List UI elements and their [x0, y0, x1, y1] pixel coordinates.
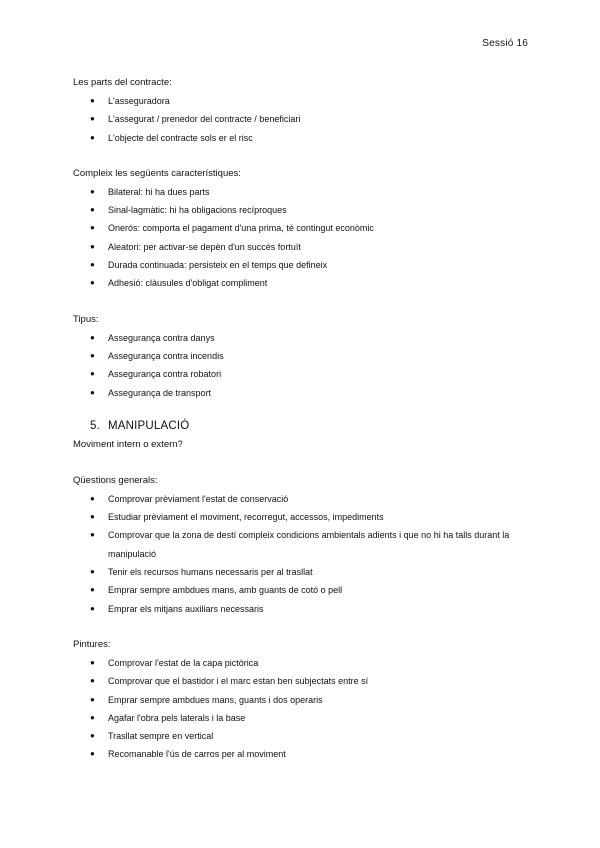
bullet-icon: ●: [90, 369, 95, 379]
paintings-intro: Pintures:: [73, 638, 111, 650]
list-item: ● Emprar sempre ambdues mans, guants i dos operaris: [73, 691, 543, 709]
section-heading: [73, 416, 543, 436]
section-question: Moviment intern o extern?: [73, 438, 183, 450]
bullet-icon: ●: [90, 241, 95, 251]
list-item: ● Comprovar prèviament l'estat de conservació: [73, 490, 543, 508]
bullet-icon: ●: [90, 749, 95, 759]
list-item: ● Recomanable l'ús de carros per al moviment: [73, 745, 543, 763]
bullet-icon: ●: [90, 712, 95, 722]
list-item: ● Assegurança contra incendis: [73, 347, 543, 365]
list-item: ● Assegurança de transport: [73, 384, 543, 402]
bullet-icon: ●: [90, 512, 95, 522]
list-item: ● Comprovar que el bastidor i el marc estan ben subjectats entre sí: [73, 672, 543, 690]
list-item: ● Emprar els mitjans auxiliars necessaris: [73, 600, 543, 618]
bullet-icon: ●: [90, 493, 95, 503]
characteristics-list: [73, 183, 543, 293]
section-title: MANIPULACIÓ: [108, 419, 190, 432]
paintings-list: [73, 654, 543, 764]
bullet-icon: ●: [90, 278, 95, 288]
list-item: ● Sinal-lagmàtic: hi ha obligacions recíproques: [73, 201, 543, 219]
bullet-icon: ●: [90, 676, 95, 686]
bullet-icon: ●: [90, 96, 95, 105]
bullet-icon: ●: [90, 132, 95, 142]
bullet-icon: ●: [90, 205, 95, 215]
bullet-icon: ●: [90, 530, 95, 540]
list-item: ● Assegurança contra danys: [73, 329, 543, 347]
list-item: ● Durada continuada: persisteix en el temps que defineix: [73, 256, 543, 274]
list-item: ● L'objecte del contracte sols er el risc: [73, 129, 543, 147]
session-label: Sessió 16: [482, 38, 528, 49]
list-item: ● Tenir els recursos humans necessaris per al trasllat: [73, 563, 543, 581]
general-intro: Qüestions generals:: [73, 474, 158, 486]
section-number: 5.: [90, 419, 100, 432]
list-item: ● Bilateral: hi ha dues parts: [73, 183, 543, 201]
parts-intro: Les parts del contracte:: [73, 77, 172, 88]
list-item: ● L'asseguradora: [73, 92, 543, 110]
list-item: ● Aleatori: per activar-se depèn d'un succés fortuït: [73, 238, 543, 256]
list-item: ● L'assegurat / prenedor del contracte / beneficiari: [73, 110, 543, 128]
bullet-icon: ●: [90, 186, 95, 196]
bullet-icon: ●: [90, 350, 95, 360]
list-item: ● Trasllat sempre en vertical: [73, 727, 543, 745]
types-list: [73, 329, 543, 402]
document-body: [73, 74, 543, 764]
bullet-icon: ●: [90, 585, 95, 595]
parts-list: [73, 92, 543, 147]
list-item: ● Comprovar que la zona de destí compleix condicions ambientals adients i que no hi ha talls durant la manipulació: [73, 526, 543, 563]
types-intro: Tipus:: [73, 313, 99, 325]
bullet-icon: ●: [90, 387, 95, 397]
list-item: ● Estudiar prèviament el moviment, recorregut, accessos, impediments: [73, 508, 543, 526]
characteristics-intro: Compleix les següents característiques:: [73, 167, 241, 179]
bullet-icon: ●: [90, 332, 95, 342]
list-item: ● Assegurança contra robatori: [73, 365, 543, 383]
list-item: ● Comprovar l'estat de la capa pictòrica: [73, 654, 543, 672]
bullet-icon: ●: [90, 567, 95, 577]
list-item: ● Emprar sempre ambdues mans, amb guants de cotó o pell: [73, 581, 543, 599]
list-item: ● Adhesió: clàusules d'obligat compliment: [73, 274, 543, 292]
page-header: [482, 38, 528, 49]
bullet-icon: ●: [90, 260, 95, 270]
bullet-icon: ●: [90, 223, 95, 233]
bullet-icon: ●: [90, 114, 95, 124]
bullet-icon: ●: [90, 731, 95, 741]
bullet-icon: ●: [90, 603, 95, 613]
bullet-icon: ●: [90, 657, 95, 667]
list-item: ● Onerós: comporta el pagament d'una prima, té contingut econòmic: [73, 219, 543, 237]
general-list: [73, 490, 543, 618]
list-item: ● Agafar l'obra pels laterals i la base: [73, 709, 543, 727]
bullet-icon: ●: [90, 694, 95, 704]
